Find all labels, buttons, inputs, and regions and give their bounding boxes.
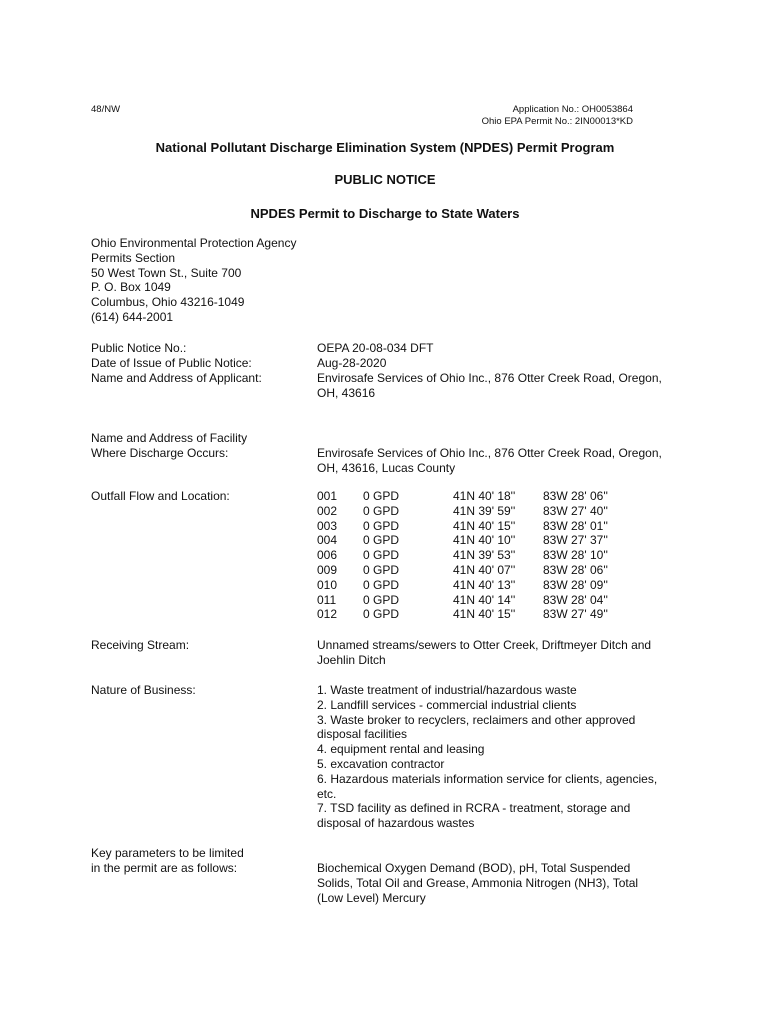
business-line: 1. Waste treatment of industrial/hazardous waste: [317, 683, 577, 697]
date-label: Date of Issue of Public Notice:: [91, 356, 252, 370]
outfall-longitude: 83W 28' 04'': [543, 592, 608, 607]
outfall-flow: 0 GPD: [363, 607, 400, 622]
ohio-epa-permit-number: Ohio EPA Permit No.: 2IN00013*KD: [481, 116, 633, 127]
parameters-label: [91, 846, 311, 876]
outfall-id: 010: [317, 577, 338, 592]
outfall-id: 012: [317, 607, 338, 622]
facility-line: Envirosafe Services of Ohio Inc., 876 Otter Creek Road, Oregon,: [317, 446, 662, 460]
business-line: 5. excavation contractor: [317, 756, 445, 771]
business-line: etc.: [317, 786, 337, 801]
outfall-flow: 0 GPD: [363, 503, 400, 518]
outfall-flow: 0 GPD: [363, 533, 400, 548]
outfall-latitude: 41N 40' 13'': [453, 577, 516, 592]
outfall-latitude: 41N 40' 18'': [453, 489, 516, 503]
outfall-table: [317, 489, 647, 622]
outfall-longitude: 83W 28' 10'': [543, 548, 608, 563]
outfall-longitude: 83W 27' 49'': [543, 607, 608, 622]
outfall-flow: 0 GPD: [363, 577, 400, 592]
receiving-stream-value: [317, 638, 687, 668]
business-line: 3. Waste broker to recyclers, reclaimers and other approved: [317, 712, 636, 727]
outfall-table-row: [317, 533, 647, 548]
parameters-label-line: Key parameters to be limited: [91, 846, 244, 860]
outfall-longitude: 83W 27' 37'': [543, 533, 608, 548]
agency-line: Columbus, Ohio 43216-1049: [91, 295, 245, 310]
facility-value: [317, 446, 687, 476]
outfall-longitude: 83W 28' 09'': [543, 577, 608, 592]
public-notice-label: Public Notice No.:: [91, 341, 187, 355]
parameters-line: Solids, Total Oil and Grease, Ammonia Nitrogen (NH3), Total: [317, 875, 639, 890]
receiving-stream-label: Receiving Stream:: [91, 638, 190, 652]
outfall-longitude: 83W 28' 06'': [543, 562, 608, 577]
outfall-latitude: 41N 40' 14'': [453, 592, 516, 607]
outfall-id: 003: [317, 518, 338, 533]
parameters-label-line: in the permit are as follows:: [91, 860, 238, 875]
outfall-flow: 0 GPD: [363, 518, 400, 533]
applicant-line: OH, 43616: [317, 385, 376, 400]
header-permit-numbers: [482, 104, 633, 128]
facility-label-line: Where Discharge Occurs:: [91, 445, 229, 460]
facility-label: [91, 431, 311, 461]
business-label: Nature of Business:: [91, 683, 196, 697]
applicant-value: [317, 371, 687, 401]
parameters-line: Biochemical Oxygen Demand (BOD), pH, Total Suspended: [317, 861, 631, 875]
outfall-table-row: [317, 607, 647, 622]
facility-line: OH, 43616, Lucas County: [317, 460, 456, 475]
outfall-latitude: 41N 40' 15'': [453, 518, 516, 533]
outfall-label: Outfall Flow and Location:: [91, 489, 230, 503]
outfall-flow: 0 GPD: [363, 489, 400, 503]
business-line: 7. TSD facility as defined in RCRA - treatment, storage and: [317, 801, 631, 816]
business-line: 6. Hazardous materials information service for clients, agencies,: [317, 771, 658, 786]
agency-line: 50 West Town St., Suite 700: [91, 265, 242, 280]
outfall-latitude: 41N 40' 15'': [453, 607, 516, 622]
outfall-longitude: 83W 28' 06'': [543, 489, 608, 503]
outfall-flow: 0 GPD: [363, 562, 400, 577]
outfall-table-row: [317, 563, 647, 578]
agency-line: P. O. Box 1049: [91, 280, 171, 295]
business-line: disposal facilities: [317, 727, 408, 742]
application-number: Application No.: OH0053864: [512, 104, 633, 115]
outfall-latitude: 41N 39' 59'': [453, 503, 516, 518]
outfall-id: 011: [317, 592, 337, 607]
receiving-stream-line: Unnamed streams/sewers to Otter Creek, Driftmeyer Ditch and: [317, 638, 652, 652]
outfall-longitude: 83W 28' 01'': [543, 518, 608, 533]
agency-line: (614) 644-2001: [91, 309, 174, 324]
header-code: 48/NW: [91, 104, 121, 115]
outfall-id: 002: [317, 503, 338, 518]
outfall-id: 006: [317, 548, 338, 563]
date-value: Aug-28-2020: [317, 356, 387, 370]
agency-line: Ohio Environmental Protection Agency: [91, 236, 297, 250]
business-line: disposal of hazardous wastes: [317, 816, 475, 831]
outfall-table-row: [317, 504, 647, 519]
outfall-table-row: [317, 578, 647, 593]
outfall-flow: 0 GPD: [363, 592, 400, 607]
outfall-id: 009: [317, 562, 338, 577]
parameters-line: (Low Level) Mercury: [317, 890, 426, 905]
outfall-table-row: [317, 593, 647, 608]
outfall-flow: 0 GPD: [363, 548, 400, 563]
agency-line: Permits Section: [91, 250, 176, 265]
permit-title: NPDES Permit to Discharge to State Waters: [250, 206, 520, 221]
outfall-id: 004: [317, 533, 338, 548]
business-list: [317, 683, 687, 831]
outfall-longitude: 83W 27' 40'': [543, 503, 608, 518]
receiving-stream-line: Joehlin Ditch: [317, 652, 386, 667]
applicant-label: Name and Address of Applicant:: [91, 371, 262, 385]
outfall-table-row: [317, 519, 647, 534]
outfall-latitude: 41N 40' 10'': [453, 533, 516, 548]
public-notice-value: OEPA 20-08-034 DFT: [317, 341, 434, 355]
outfall-table-row: [317, 489, 647, 504]
program-title: National Pollutant Discharge Elimination System (NPDES) Permit Program: [155, 140, 615, 155]
outfall-id: 001: [317, 489, 338, 503]
outfall-latitude: 41N 40' 07'': [453, 562, 516, 577]
applicant-line: Envirosafe Services of Ohio Inc., 876 Otter Creek Road, Oregon,: [317, 371, 662, 385]
parameters-value: [317, 861, 687, 905]
business-line: 2. Landfill services - commercial industrial clients: [317, 697, 577, 712]
outfall-table-row: [317, 548, 647, 563]
facility-label-line: Name and Address of Facility: [91, 431, 248, 445]
agency-address: [91, 236, 296, 325]
notice-title: PUBLIC NOTICE: [334, 172, 436, 187]
outfall-latitude: 41N 39' 53'': [453, 548, 516, 563]
business-line: 4. equipment rental and leasing: [317, 742, 485, 757]
